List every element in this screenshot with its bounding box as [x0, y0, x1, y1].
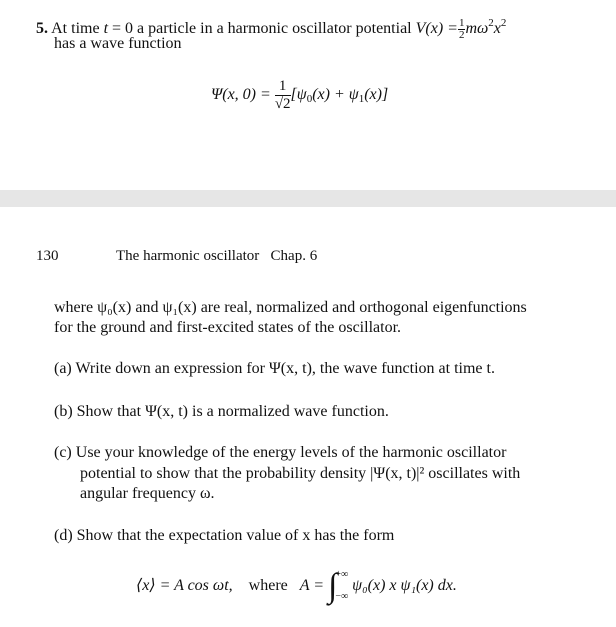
wf-close: (x)]: [364, 86, 389, 104]
half-denominator: 2: [458, 28, 465, 41]
inv-sqrt2-denominator: √2: [274, 96, 291, 112]
potential-m-omega: mω: [465, 20, 489, 37]
expectation-lhs: ⟨x⟩ = A cos ωt,: [136, 577, 233, 594]
wf-psi0-subscript: 0: [306, 93, 313, 106]
equation-where: where: [248, 577, 288, 594]
problem-number: 5.: [36, 20, 48, 37]
part-d: (d) Show that the expectation value of x has the form: [54, 527, 395, 544]
integral-limits: [335, 569, 348, 603]
potential-x: x: [493, 20, 501, 37]
wf-psi1-subscript: 1: [358, 93, 365, 106]
problem-intro-mid: a particle in a harmonic oscillator potential: [137, 20, 412, 37]
where-line-2: for the ground and first-excited states of the oscillator.: [54, 319, 402, 336]
integrand: ψ₀(x) x ψ₁(x) dx.: [352, 577, 457, 594]
integral-sign: ∫: [328, 567, 338, 605]
initial-wave-function: [211, 78, 388, 113]
expectation-equation: [136, 566, 457, 606]
omega-exponent: 2: [488, 17, 494, 29]
page-number: 130: [36, 248, 59, 264]
inv-sqrt2-fraction: [275, 78, 291, 113]
amplitude-lhs: A =: [299, 577, 325, 594]
time-value: = 0: [112, 20, 134, 37]
wf-psi0: [ψ: [290, 86, 307, 104]
part-c-line-2: potential to show that the probability density |Ψ(x, t)|² oscillates with: [80, 465, 521, 482]
problem-intro: At time: [51, 20, 100, 37]
part-c-line-1: (c) Use your knowledge of the energy levels of the harmonic oscillator: [54, 444, 507, 461]
running-title: The harmonic oscillator Chap. 6: [116, 248, 318, 264]
x-exponent: 2: [500, 17, 507, 29]
where-line-1: where ψ₀(x) and ψ₁(x) are real, normalized and orthogonal eigenfunctions: [54, 299, 527, 316]
potential-lhs: V(x) =: [415, 20, 458, 37]
integral-upper: +∞: [335, 569, 349, 581]
page-divider: [0, 190, 616, 207]
time-variable: t: [103, 20, 109, 37]
part-a: (a) Write down an expression for Ψ(x, t), the wave function at time t.: [54, 360, 495, 377]
part-c-line-3: angular frequency ω.: [80, 485, 215, 502]
wf-lhs: Ψ(x, 0) =: [211, 86, 271, 104]
part-b: (b) Show that Ψ(x, t) is a normalized wave function.: [54, 403, 389, 420]
inv-sqrt2-numerator: 1: [275, 78, 291, 96]
wf-plus-psi1: (x) + ψ: [312, 86, 359, 104]
problem-line-2: has a wave function: [54, 35, 182, 52]
integral-lower: −∞: [335, 591, 349, 603]
half-numerator: 1: [458, 16, 465, 29]
